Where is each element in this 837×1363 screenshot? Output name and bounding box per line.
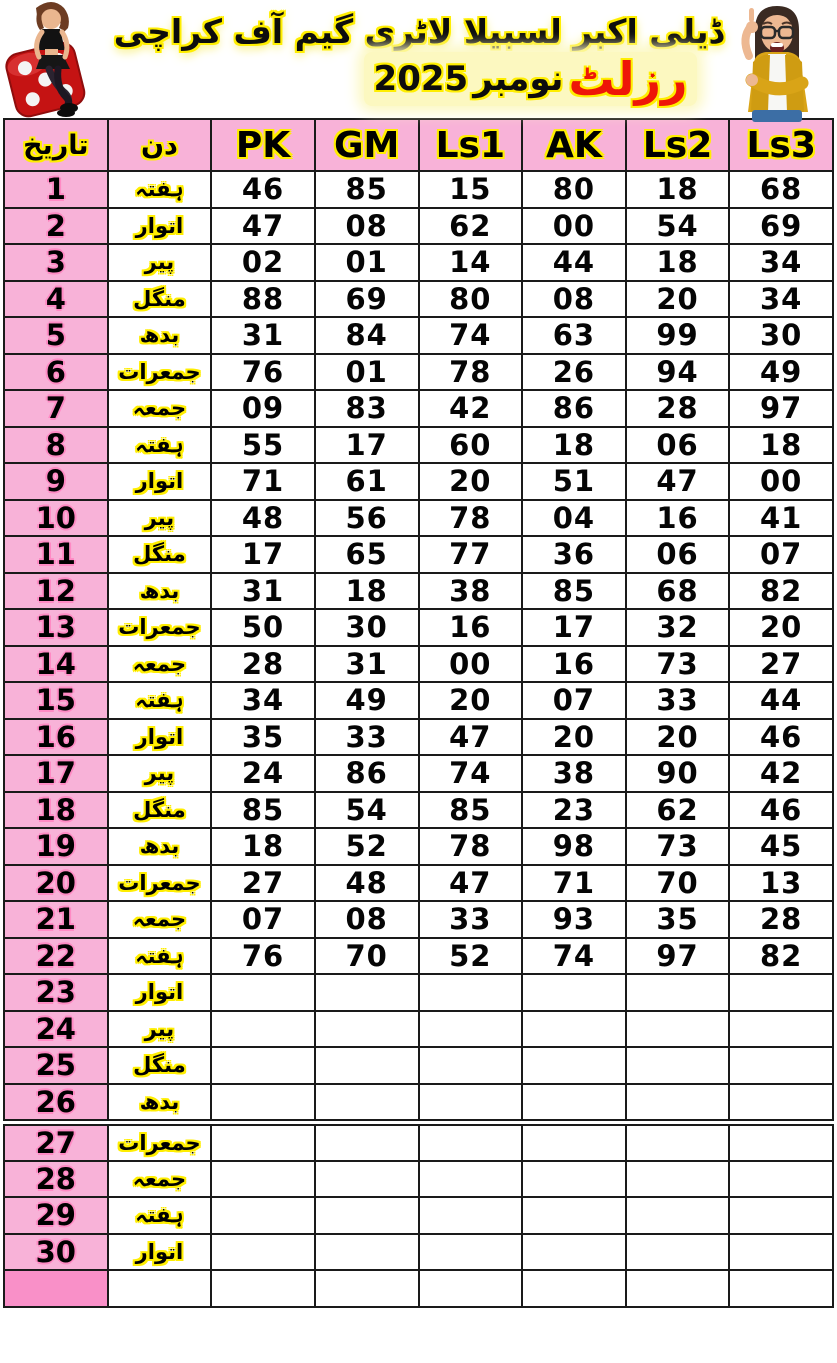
result-cell — [315, 1084, 419, 1123]
result-cell: 18 — [626, 244, 730, 281]
result-cell: 35 — [626, 901, 730, 938]
day-cell: جمعرات — [108, 609, 212, 646]
result-cell: 17 — [211, 536, 315, 573]
column-header-date: تاریخ — [4, 119, 108, 171]
column-header-ls3: Ls3 — [729, 119, 833, 171]
result-cell: 78 — [419, 828, 523, 865]
date-cell: 27 — [4, 1122, 108, 1161]
date-cell: 8 — [4, 427, 108, 464]
result-cell — [522, 1270, 626, 1307]
result-cell: 15 — [419, 171, 523, 208]
result-cell: 13 — [729, 865, 833, 902]
column-header-ls1: Ls1 — [419, 119, 523, 171]
result-cell — [626, 1197, 730, 1234]
table-row — [4, 536, 833, 573]
result-cell: 46 — [729, 719, 833, 756]
result-cell: 73 — [626, 646, 730, 683]
result-cell — [419, 1270, 523, 1307]
result-cell: 08 — [315, 901, 419, 938]
table-row — [4, 244, 833, 281]
day-cell: بدھ — [108, 573, 212, 610]
result-cell — [522, 1084, 626, 1123]
result-cell: 06 — [626, 536, 730, 573]
result-cell: 20 — [626, 719, 730, 756]
result-cell: 24 — [211, 755, 315, 792]
result-cell: 16 — [626, 500, 730, 537]
pointing-woman-figure — [745, 6, 808, 122]
date-cell: 5 — [4, 317, 108, 354]
day-cell: جمعہ — [108, 646, 212, 683]
table-row — [4, 1197, 833, 1234]
result-cell — [419, 1011, 523, 1048]
day-cell: بدھ — [108, 1084, 212, 1123]
day-cell: اتوار — [108, 1234, 212, 1271]
date-cell: 20 — [4, 865, 108, 902]
result-cell: 76 — [211, 354, 315, 391]
table-row — [4, 1161, 833, 1198]
result-cell: 69 — [315, 281, 419, 318]
date-cell: 2 — [4, 208, 108, 245]
day-cell: اتوار — [108, 208, 212, 245]
table-row — [4, 427, 833, 464]
result-cell: 90 — [626, 755, 730, 792]
result-cell: 48 — [315, 865, 419, 902]
result-cell: 02 — [211, 244, 315, 281]
result-cell: 38 — [419, 573, 523, 610]
result-cell: 04 — [522, 500, 626, 537]
result-cell: 34 — [211, 682, 315, 719]
table-row — [4, 1234, 833, 1271]
page-title: ڈیلی اکبر لسبیلا لاٹری گیم آف کراچی — [113, 12, 724, 51]
result-cell — [211, 1084, 315, 1123]
date-cell: 17 — [4, 755, 108, 792]
result-cell: 80 — [419, 281, 523, 318]
result-cell — [729, 1084, 833, 1123]
result-cell: 30 — [315, 609, 419, 646]
result-cell — [626, 1047, 730, 1084]
result-cell — [419, 1234, 523, 1271]
date-cell: 23 — [4, 974, 108, 1011]
table-row — [4, 500, 833, 537]
result-cell: 65 — [315, 536, 419, 573]
date-cell: 16 — [4, 719, 108, 756]
result-cell: 55 — [211, 427, 315, 464]
result-cell: 01 — [315, 354, 419, 391]
result-cell: 52 — [315, 828, 419, 865]
table-row — [4, 354, 833, 391]
table-row — [4, 1047, 833, 1084]
table-row — [4, 755, 833, 792]
result-cell: 98 — [522, 828, 626, 865]
table-row — [4, 317, 833, 354]
result-cell: 27 — [211, 865, 315, 902]
day-cell: منگل — [108, 792, 212, 829]
result-cell: 85 — [522, 573, 626, 610]
result-cell: 17 — [315, 427, 419, 464]
result-label: رزلٹ — [568, 52, 688, 106]
result-cell — [211, 1011, 315, 1048]
result-cell — [729, 1161, 833, 1198]
date-cell: 10 — [4, 500, 108, 537]
result-cell: 44 — [522, 244, 626, 281]
result-cell: 71 — [522, 865, 626, 902]
woman-pointing-image — [718, 0, 837, 122]
results-table — [3, 118, 834, 1308]
result-cell: 48 — [211, 500, 315, 537]
result-cell: 18 — [211, 828, 315, 865]
result-cell — [419, 1122, 523, 1161]
result-cell: 77 — [419, 536, 523, 573]
result-cell — [729, 1011, 833, 1048]
result-cell: 07 — [211, 901, 315, 938]
result-cell: 34 — [729, 281, 833, 318]
result-cell: 16 — [522, 646, 626, 683]
date-cell: 28 — [4, 1161, 108, 1198]
result-cell: 62 — [419, 208, 523, 245]
result-cell: 46 — [729, 792, 833, 829]
table-row — [4, 573, 833, 610]
day-cell: جمعرات — [108, 1122, 212, 1161]
table-row — [4, 1011, 833, 1048]
result-cell — [626, 1084, 730, 1123]
result-cell: 31 — [315, 646, 419, 683]
header-banner — [0, 0, 837, 118]
result-cell: 31 — [211, 317, 315, 354]
result-cell: 38 — [522, 755, 626, 792]
result-cell: 61 — [315, 463, 419, 500]
day-cell: جمعہ — [108, 1161, 212, 1198]
results-table-body — [4, 171, 833, 1307]
result-cell — [626, 1234, 730, 1271]
result-cell: 30 — [729, 317, 833, 354]
result-cell — [419, 974, 523, 1011]
result-cell: 62 — [626, 792, 730, 829]
day-cell: ہفتہ — [108, 938, 212, 975]
result-cell — [522, 1197, 626, 1234]
result-cell: 20 — [419, 682, 523, 719]
result-cell: 78 — [419, 500, 523, 537]
day-cell — [108, 1270, 212, 1307]
day-cell: بدھ — [108, 317, 212, 354]
date-cell: 13 — [4, 609, 108, 646]
column-header-gm: GM — [315, 119, 419, 171]
result-cell: 00 — [729, 463, 833, 500]
result-cell: 56 — [315, 500, 419, 537]
result-cell: 18 — [626, 171, 730, 208]
result-cell — [211, 1161, 315, 1198]
table-header-row — [4, 119, 833, 171]
result-cell — [729, 974, 833, 1011]
result-cell: 74 — [522, 938, 626, 975]
result-cell — [729, 1122, 833, 1161]
result-cell: 33 — [419, 901, 523, 938]
result-cell: 06 — [626, 427, 730, 464]
result-cell: 78 — [419, 354, 523, 391]
date-cell: 7 — [4, 390, 108, 427]
result-cell — [729, 1270, 833, 1307]
result-cell — [315, 1270, 419, 1307]
day-cell: جمعہ — [108, 901, 212, 938]
table-row — [4, 1122, 833, 1161]
result-cell — [626, 974, 730, 1011]
day-cell: پیر — [108, 244, 212, 281]
result-cell: 85 — [315, 171, 419, 208]
month-label: نومبر — [473, 59, 564, 99]
day-cell: منگل — [108, 281, 212, 318]
table-row — [4, 609, 833, 646]
column-header-day: دن — [108, 119, 212, 171]
table-row — [4, 281, 833, 318]
result-cell: 45 — [729, 828, 833, 865]
result-cell: 08 — [315, 208, 419, 245]
result-cell: 35 — [211, 719, 315, 756]
result-cell — [419, 1084, 523, 1123]
day-cell: ہفتہ — [108, 427, 212, 464]
result-cell: 49 — [315, 682, 419, 719]
day-cell: منگل — [108, 1047, 212, 1084]
date-cell: 12 — [4, 573, 108, 610]
result-cell — [522, 1047, 626, 1084]
result-cell: 28 — [626, 390, 730, 427]
result-cell: 68 — [626, 573, 730, 610]
result-cell: 74 — [419, 317, 523, 354]
result-cell — [315, 974, 419, 1011]
result-cell — [626, 1122, 730, 1161]
result-cell: 17 — [522, 609, 626, 646]
result-cell — [522, 1234, 626, 1271]
result-cell: 70 — [626, 865, 730, 902]
result-cell — [522, 1011, 626, 1048]
column-header-ls2: Ls2 — [626, 119, 730, 171]
table-row — [4, 390, 833, 427]
result-cell: 00 — [419, 646, 523, 683]
result-cell: 27 — [729, 646, 833, 683]
table-row — [4, 682, 833, 719]
date-cell: 3 — [4, 244, 108, 281]
result-cell: 99 — [626, 317, 730, 354]
day-cell: پیر — [108, 500, 212, 537]
result-cell — [211, 1122, 315, 1161]
result-cell: 70 — [315, 938, 419, 975]
result-cell: 41 — [729, 500, 833, 537]
result-cell — [626, 1161, 730, 1198]
result-cell: 08 — [522, 281, 626, 318]
date-cell — [4, 1270, 108, 1307]
result-cell: 93 — [522, 901, 626, 938]
day-cell: ہفتہ — [108, 682, 212, 719]
table-row — [4, 463, 833, 500]
date-cell: 1 — [4, 171, 108, 208]
result-cell — [626, 1270, 730, 1307]
result-cell: 23 — [522, 792, 626, 829]
result-cell: 09 — [211, 390, 315, 427]
result-cell — [522, 1122, 626, 1161]
result-cell — [729, 1234, 833, 1271]
result-cell: 50 — [211, 609, 315, 646]
result-cell: 47 — [419, 865, 523, 902]
day-cell: جمعرات — [108, 865, 212, 902]
result-cell: 20 — [522, 719, 626, 756]
table-row — [4, 208, 833, 245]
result-cell: 63 — [522, 317, 626, 354]
result-cell: 85 — [419, 792, 523, 829]
date-cell: 11 — [4, 536, 108, 573]
result-cell: 82 — [729, 938, 833, 975]
woman-on-dice-image — [0, 0, 106, 118]
result-cell: 42 — [729, 755, 833, 792]
day-cell: پیر — [108, 1011, 212, 1048]
result-cell: 86 — [522, 390, 626, 427]
result-cell: 84 — [315, 317, 419, 354]
result-cell: 01 — [315, 244, 419, 281]
empty-footer-row — [4, 1270, 833, 1307]
result-cell: 69 — [729, 208, 833, 245]
date-cell: 14 — [4, 646, 108, 683]
result-cell — [211, 1234, 315, 1271]
result-cell — [211, 1047, 315, 1084]
day-cell: اتوار — [108, 463, 212, 500]
column-header-ak: AK — [522, 119, 626, 171]
result-cell: 00 — [522, 208, 626, 245]
result-cell: 74 — [419, 755, 523, 792]
result-cell: 18 — [315, 573, 419, 610]
result-cell — [315, 1047, 419, 1084]
day-cell: جمعرات — [108, 354, 212, 391]
result-cell: 36 — [522, 536, 626, 573]
day-cell: اتوار — [108, 719, 212, 756]
day-cell: ہفتہ — [108, 1197, 212, 1234]
result-cell: 80 — [522, 171, 626, 208]
result-cell: 82 — [729, 573, 833, 610]
table-row — [4, 719, 833, 756]
date-cell: 25 — [4, 1047, 108, 1084]
result-cell — [522, 974, 626, 1011]
day-cell: بدھ — [108, 828, 212, 865]
result-cell: 51 — [522, 463, 626, 500]
day-cell: ہفتہ — [108, 171, 212, 208]
table-row — [4, 938, 833, 975]
result-cell — [315, 1161, 419, 1198]
table-row — [4, 865, 833, 902]
result-cell: 52 — [419, 938, 523, 975]
result-cell: 73 — [626, 828, 730, 865]
result-cell — [419, 1161, 523, 1198]
result-cell: 28 — [729, 901, 833, 938]
result-cell: 44 — [729, 682, 833, 719]
date-cell: 29 — [4, 1197, 108, 1234]
result-cell — [419, 1047, 523, 1084]
result-cell: 28 — [211, 646, 315, 683]
table-row — [4, 1084, 833, 1123]
result-cell — [626, 1011, 730, 1048]
result-cell: 07 — [729, 536, 833, 573]
result-cell — [729, 1047, 833, 1084]
day-cell: اتوار — [108, 974, 212, 1011]
table-row — [4, 974, 833, 1011]
date-cell: 18 — [4, 792, 108, 829]
day-cell: منگل — [108, 536, 212, 573]
result-cell: 33 — [626, 682, 730, 719]
result-cell: 34 — [729, 244, 833, 281]
date-cell: 21 — [4, 901, 108, 938]
table-row — [4, 901, 833, 938]
result-cell: 49 — [729, 354, 833, 391]
table-row — [4, 646, 833, 683]
column-header-pk: PK — [211, 119, 315, 171]
result-cell: 83 — [315, 390, 419, 427]
result-cell — [522, 1161, 626, 1198]
result-cell — [315, 1011, 419, 1048]
result-cell: 60 — [419, 427, 523, 464]
date-cell: 15 — [4, 682, 108, 719]
result-cell — [211, 974, 315, 1011]
result-cell: 47 — [419, 719, 523, 756]
date-cell: 9 — [4, 463, 108, 500]
result-cell: 97 — [729, 390, 833, 427]
result-cell: 26 — [522, 354, 626, 391]
result-cell: 46 — [211, 171, 315, 208]
result-cell: 54 — [315, 792, 419, 829]
result-cell: 54 — [626, 208, 730, 245]
result-cell: 31 — [211, 573, 315, 610]
result-cell: 18 — [729, 427, 833, 464]
result-cell: 94 — [626, 354, 730, 391]
result-cell: 86 — [315, 755, 419, 792]
result-cell: 20 — [419, 463, 523, 500]
table-row — [4, 792, 833, 829]
day-cell: جمعہ — [108, 390, 212, 427]
result-cell — [729, 1197, 833, 1234]
result-cell — [315, 1197, 419, 1234]
result-cell: 33 — [315, 719, 419, 756]
result-cell: 14 — [419, 244, 523, 281]
date-cell: 6 — [4, 354, 108, 391]
result-cell: 85 — [211, 792, 315, 829]
result-cell — [211, 1197, 315, 1234]
result-cell: 42 — [419, 390, 523, 427]
day-cell: پیر — [108, 755, 212, 792]
result-cell: 47 — [626, 463, 730, 500]
result-cell: 71 — [211, 463, 315, 500]
result-cell: 20 — [729, 609, 833, 646]
table-row — [4, 828, 833, 865]
date-cell: 4 — [4, 281, 108, 318]
result-cell: 18 — [522, 427, 626, 464]
date-cell: 22 — [4, 938, 108, 975]
date-cell: 24 — [4, 1011, 108, 1048]
result-cell — [315, 1122, 419, 1161]
date-cell: 26 — [4, 1084, 108, 1123]
result-cell: 47 — [211, 208, 315, 245]
result-cell — [315, 1234, 419, 1271]
result-cell: 20 — [626, 281, 730, 318]
result-cell: 68 — [729, 171, 833, 208]
result-cell — [419, 1197, 523, 1234]
result-cell: 97 — [626, 938, 730, 975]
result-cell: 16 — [419, 609, 523, 646]
year-label: 2025 — [373, 59, 469, 99]
result-cell: 76 — [211, 938, 315, 975]
table-row — [4, 171, 833, 208]
result-cell: 88 — [211, 281, 315, 318]
subtitle-highlight-band — [364, 52, 698, 106]
result-cell — [211, 1270, 315, 1307]
result-cell: 07 — [522, 682, 626, 719]
date-cell: 19 — [4, 828, 108, 865]
date-cell: 30 — [4, 1234, 108, 1271]
result-cell: 32 — [626, 609, 730, 646]
